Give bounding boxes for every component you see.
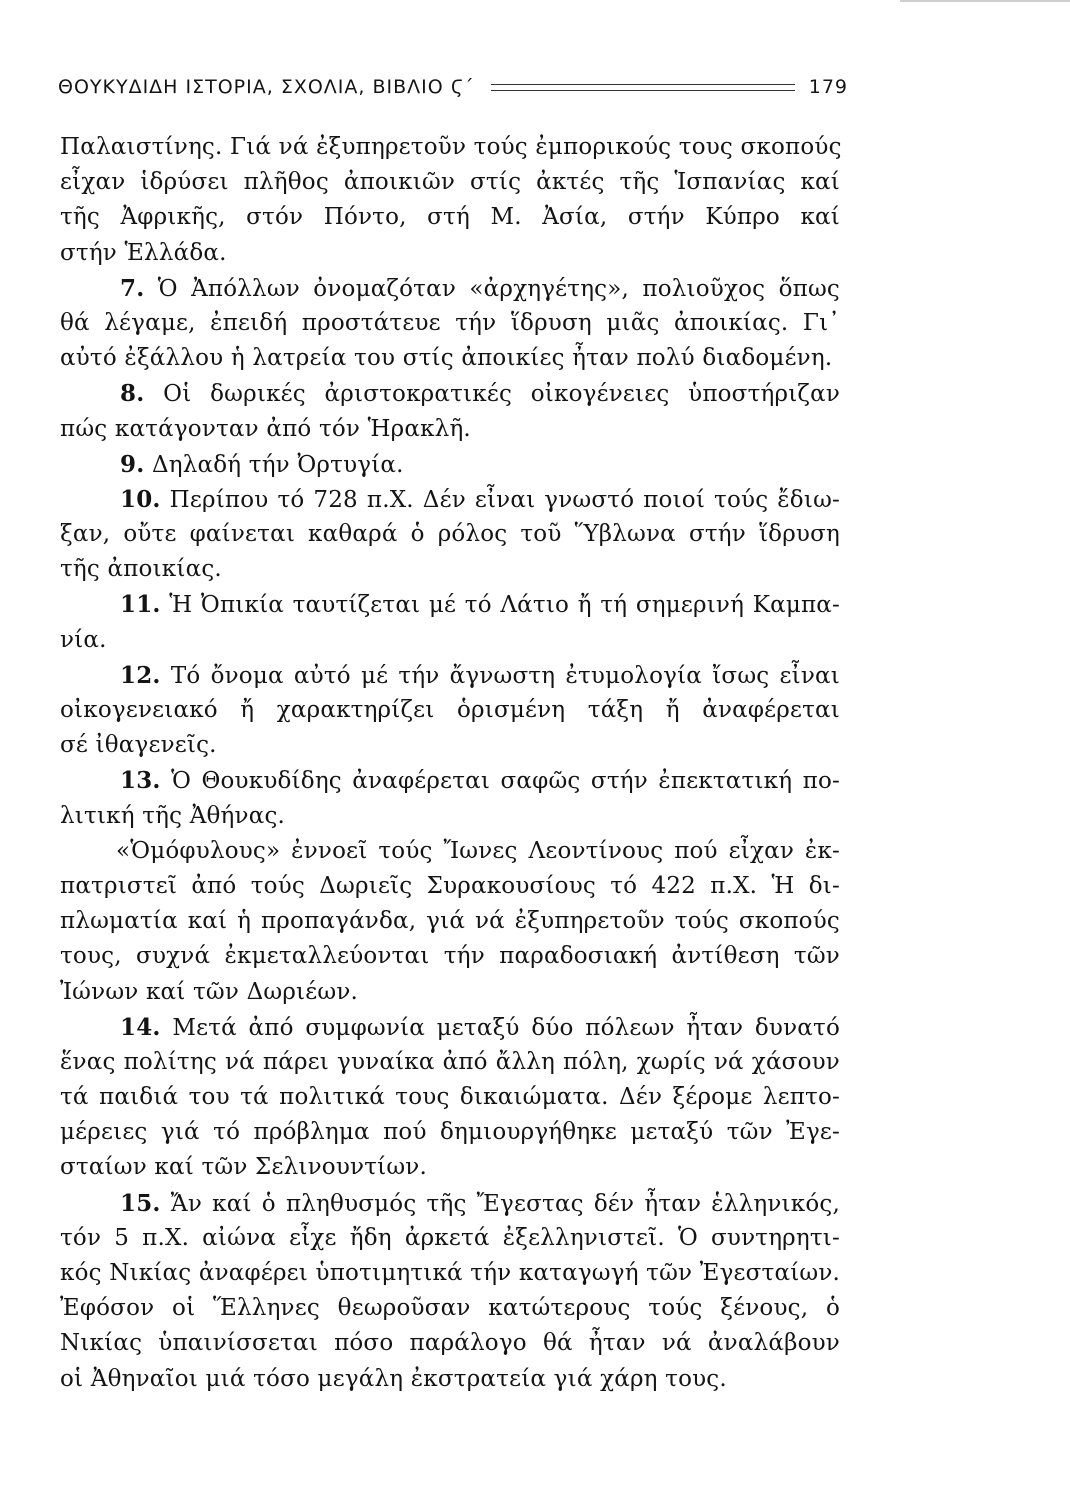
header-double-rule [491,84,795,91]
text-line [60,975,840,1010]
line-text: Νικίας ὑπαινίσσεται πόσο παράλογο θά ἦταν νά ἀναλάβουν [60,1330,840,1357]
line-text: Τό ὄνομα αὐτό μέ τήν ἄγνωστη ἐτυμολογία ἴσως εἶναι [170,662,840,689]
line-text: Δηλαδή τήν Ὀρτυγία. [151,451,404,478]
text-line [60,1291,840,1326]
text-line [60,130,840,165]
text-line [60,728,840,763]
text-line [60,200,840,235]
note-number: 14. [120,1013,161,1041]
line-text: πώς κατάγονταν ἀπό τόν Ἡρακλῆ. [60,415,471,442]
note-number: 15. [120,1189,161,1217]
text-line [60,799,840,834]
text-line [60,517,840,552]
line-text: τόν 5 π.Χ. αἰώνα εἶχε ἤδη ἀρκετά ἐξελληνιστεῖ. Ὁ συντηρητι- [60,1224,840,1251]
text-line [60,1326,840,1361]
text-line [60,1010,840,1045]
line-text: οἰκογενειακό ἤ χαρακτηρίζει ὁρισμένη τάξη ἤ ἀναφέρεται [60,697,840,723]
text-line [60,869,840,904]
line-text: πατριστεῖ ἀπό τούς Δωριεῖς Συρακουσίους τό 422 π.Χ. Ἡ δι- [60,872,840,899]
note-number: 10. [120,485,161,513]
text-line [60,376,840,411]
line-text: κός Νικίας ἀναφέρει ὑποτιμητικά τήν καταγωγή τῶν Ἐγεσταίων. [60,1260,841,1286]
running-header [58,72,848,102]
text-line [60,904,840,939]
text-line [60,271,840,306]
text-line [60,1080,840,1115]
line-text: Ὁ Θουκυδίδης ἀναφέρεται σαφῶς στήν ἐπεκτατική πο- [171,768,840,795]
line-text: Ἡ Ὀπικία ταυτίζεται μέ τό Λάτιο ἤ τή σημερινή Καμπα- [169,592,840,619]
text-line [60,482,840,517]
text-line [60,1115,840,1150]
line-text: Οἱ δωρικές ἀριστοκρατικές οἰκογένειες ὑποστήριζαν [163,381,840,408]
line-text: αὐτό ἐξάλλου ἡ λατρεία του στίς ἀποικίες ἦταν πολύ διαδομένη. [60,345,833,372]
line-text: οἱ Ἀθηναῖοι μιά τόσο μεγάλη ἐκστρατεία γιά χάρη τους. [60,1365,727,1392]
page-number: 179 [808,76,848,98]
text-line [60,939,840,974]
text-line [60,623,840,658]
running-title: ΘΟΥΚΥΔΙΔΗ ΙΣΤΟΡΙΑ, ΣΧΟΛΙΑ, ΒΙΒΛΙΟ Ϛ΄ [58,76,475,98]
text-line [60,165,840,200]
line-text: σέ ἰθαγενεῖς. [60,732,217,759]
line-text: θά λέγαμε, ἐπειδή προστάτευε τήν ἵδρυση μιᾶς ἀποικίας. Γι᾽ [60,309,840,336]
text-line [60,1186,840,1221]
body-text [60,130,840,1397]
line-text: τῆς ἀποικίας. [60,556,222,583]
line-text: Μετά ἀπό συμφωνία μεταξύ δύο πόλεων ἦταν δυνατό [172,1014,840,1041]
line-text: στήν Ἑλλάδα. [60,239,227,266]
line-text: Ἄν καί ὁ πληθυσμός τῆς Ἔγεστας δέν ἦταν ἑλληνικός, [170,1190,840,1217]
line-text: Παλαιστίνης. Γιά νά ἐξυπηρετοῦν τούς ἐμπορικούς τους σκοπούς [60,134,842,160]
line-text: τῆς Ἀφρικῆς, στόν Πόντο, στή Μ. Ἀσία, στήν Κύπρο καί [60,204,840,231]
text-line [60,658,840,693]
line-text: πλωματία καί ἡ προπαγάνδα, γιά νά ἐξυπηρετοῦν τούς σκοπούς [60,908,840,935]
line-text: Ἐφόσον οἱ Ἕλληνες θεωροῦσαν κατώτερους τούς ξένους, ὁ [60,1295,840,1322]
text-line [60,1256,840,1291]
line-text: Ἰώνων καί τῶν Δωριέων. [60,978,359,1005]
text-line [60,306,840,341]
text-line [60,693,840,728]
note-number: 7. [120,274,145,302]
note-number: 8. [120,380,145,408]
line-text: «Ὁμόφυλους» ἐννοεῖ τούς Ἴωνες Λεοντίνους πού εἶχαν ἐκ- [116,837,840,864]
line-text: λιτική τῆς Ἀθήνας. [60,802,286,829]
line-text: τά παιδιά του τά πολιτικά τους δικαιώματα. Δέν ξέρομε λεπτο- [60,1084,840,1111]
line-text: σταίων καί τῶν Σελινουντίων. [60,1154,427,1181]
text-line [60,236,840,271]
text-line [60,341,840,376]
line-text: μέρειες γιά τό πρόβλημα πού δημιουργήθηκε μεταξύ τῶν Ἐγε- [60,1119,840,1146]
line-text: Περίπου τό 728 π.Χ. Δέν εἶναι γνωστό ποιοί τούς ἔδιω- [169,486,840,513]
text-line [60,1045,840,1080]
line-text: εἶχαν ἱδρύσει πλῆθος ἀποικιῶν στίς ἀκτές τῆς Ἱσπανίας καί [60,169,840,196]
text-line [60,1221,840,1256]
note-number: 12. [120,661,161,689]
line-text: ἕνας πολίτης νά πάρει γυναίκα ἀπό ἄλλη πόλη, χωρίς νά χάσουν [60,1048,840,1075]
text-line [60,412,840,447]
text-line [60,1362,840,1397]
text-line [60,447,840,482]
note-number: 13. [120,767,161,795]
text-line [60,834,840,869]
scan-edge-line [900,0,1070,2]
note-number: 9. [120,450,145,478]
text-line [60,552,840,587]
line-text: Ὁ Ἀπόλλων ὀνομαζόταν «ἀρχηγέτης», πολιοῦχος ὅπως [157,275,840,302]
line-text: νία. [60,626,107,653]
text-line [60,1150,840,1185]
note-number: 11. [120,591,161,619]
line-text: τους, συχνά ἐκμεταλλεύονται τήν παραδοσιακή ἀντίθεση τῶν [60,943,840,970]
line-text: ξαν, οὔτε φαίνεται καθαρά ὁ ρόλος τοῦ Ὕβλωνα στήν ἵδρυση [60,521,840,548]
text-line [60,587,840,622]
text-line [60,763,840,798]
